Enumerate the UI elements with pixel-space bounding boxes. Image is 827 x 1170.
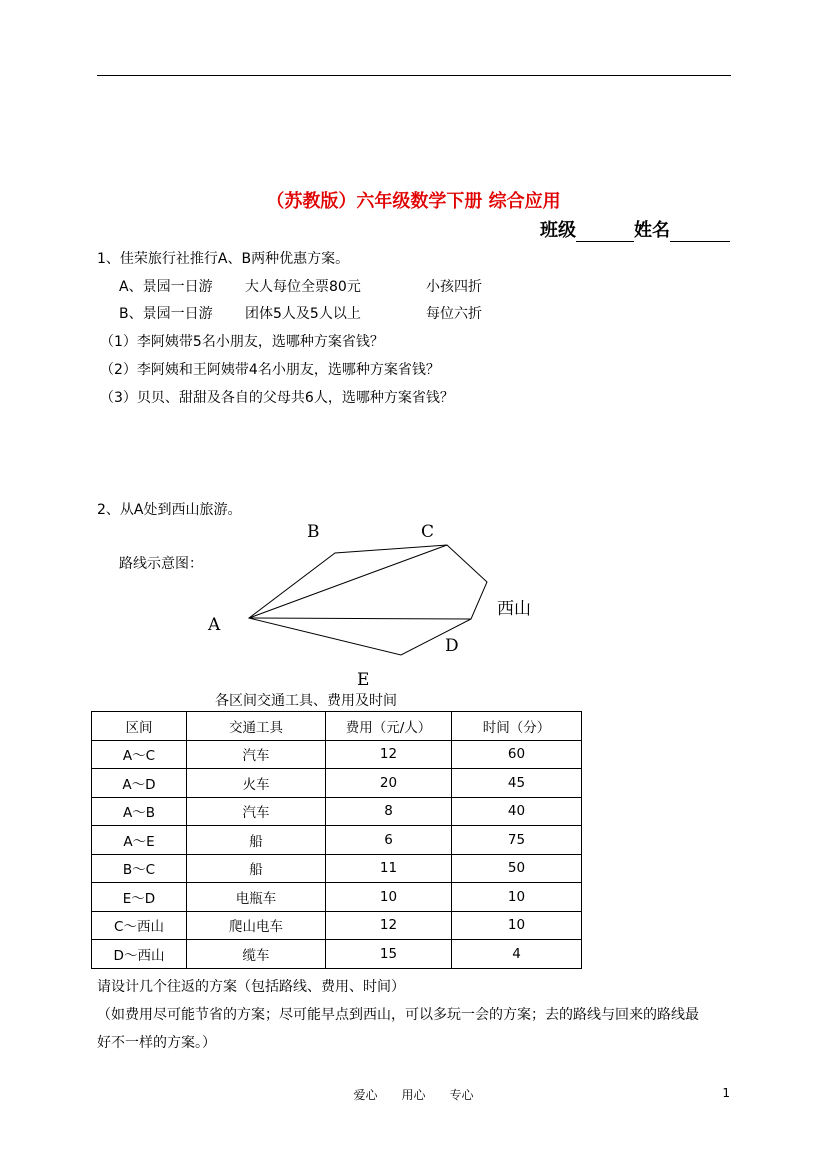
cell-cost: 12 <box>326 911 452 940</box>
table-row <box>92 797 582 826</box>
footer-text-2: 用心 <box>401 1088 426 1102</box>
table-row <box>92 911 582 940</box>
diagram-caption: 路线示意图： <box>119 556 203 572</box>
cell-transport: 爬山电车 <box>187 911 326 940</box>
footer-text-1: 爱心 <box>353 1088 378 1102</box>
q1-planA-name: A、景园一日游 <box>119 279 213 295</box>
design-note-line1: （如费用尽可能节省的方案；尽可能早点到西山，可以多玩一会的方案；去的路线与回来的路线最 <box>97 1007 699 1023</box>
q1-planB-condition: 团体5人及5人以上 <box>245 306 361 322</box>
cell-time: 40 <box>452 797 582 826</box>
cell-segment: D～西山 <box>92 940 187 969</box>
header-segment: 区间 <box>92 712 187 741</box>
q2-stem: 2、从A处到西山旅游。 <box>97 502 242 518</box>
cell-segment: A～B <box>92 797 187 826</box>
table-row <box>92 854 582 883</box>
cell-time: 10 <box>452 911 582 940</box>
cell-time: 60 <box>452 740 582 769</box>
point-a-label: A <box>208 615 221 635</box>
cell-cost: 11 <box>326 854 452 883</box>
cell-transport: 船 <box>187 826 326 855</box>
table-row <box>92 826 582 855</box>
q1-sub1: （1）李阿姨带5名小朋友，选哪种方案省钱？ <box>100 334 384 350</box>
cell-cost: 15 <box>326 940 452 969</box>
cell-segment: A～D <box>92 769 187 798</box>
page-number: 1 <box>722 1086 730 1100</box>
xishan-label: 西山 <box>497 599 531 619</box>
cell-time: 4 <box>452 940 582 969</box>
cell-cost: 12 <box>326 740 452 769</box>
point-d-label: D <box>445 636 459 656</box>
cell-transport: 缆车 <box>187 940 326 969</box>
name-label: 姓名 <box>634 220 670 241</box>
point-c-label: C <box>421 522 435 542</box>
q1-stem: 1、佳荣旅行社推行A、B两种优惠方案。 <box>97 251 350 267</box>
fare-table <box>91 711 582 969</box>
route-a-d <box>249 618 471 619</box>
cell-cost: 20 <box>326 769 452 798</box>
cell-time: 75 <box>452 826 582 855</box>
cell-segment: B～C <box>92 854 187 883</box>
design-note-line2: 好不一样的方案。） <box>97 1035 216 1051</box>
cell-segment: A～E <box>92 826 187 855</box>
cell-segment: C～西山 <box>92 911 187 940</box>
cell-transport: 火车 <box>187 769 326 798</box>
cell-time: 45 <box>452 769 582 798</box>
q1-planA-discount: 小孩四折 <box>426 279 482 295</box>
cell-segment: E～D <box>92 883 187 912</box>
cell-transport: 汽车 <box>187 797 326 826</box>
cell-time: 50 <box>452 854 582 883</box>
table-header-row <box>92 712 582 741</box>
class-label: 班级 <box>540 220 576 241</box>
cell-transport: 电瓶车 <box>187 883 326 912</box>
footer-text-3: 专心 <box>449 1088 474 1102</box>
cell-time: 10 <box>452 883 582 912</box>
table-title: 各区间交通工具、费用及时间 <box>215 693 397 709</box>
header-cost: 费用（元/人） <box>326 712 452 741</box>
q1-planB-name: B、景园一日游 <box>119 306 213 322</box>
q1-sub2: （2）李阿姨和王阿姨带4名小朋友，选哪种方案省钱？ <box>100 362 440 378</box>
table-row <box>92 769 582 798</box>
cell-cost: 8 <box>326 797 452 826</box>
cell-transport: 船 <box>187 854 326 883</box>
q1-planA-condition: 大人每位全票80元 <box>245 279 361 295</box>
page-footer <box>0 1086 827 1103</box>
route-a-c <box>249 545 447 618</box>
table-row <box>92 883 582 912</box>
header-transport: 交通工具 <box>187 712 326 741</box>
point-e-label: E <box>357 670 370 690</box>
design-task: 请设计几个往返的方案（包括路线、费用、时间） <box>97 979 405 995</box>
cell-transport: 汽车 <box>187 740 326 769</box>
cell-cost: 10 <box>326 883 452 912</box>
q1-sub3: （3）贝贝、甜甜及各自的父母共6人，选哪种方案省钱？ <box>100 390 454 406</box>
cell-segment: A～C <box>92 740 187 769</box>
header-time: 时间（分） <box>452 712 582 741</box>
q1-planB-discount: 每位六折 <box>426 306 482 322</box>
page-title: （苏教版）六年级数学下册 综合应用 <box>266 191 561 212</box>
table-row <box>92 940 582 969</box>
table-row <box>92 740 582 769</box>
point-b-label: B <box>307 522 320 542</box>
cell-cost: 6 <box>326 826 452 855</box>
